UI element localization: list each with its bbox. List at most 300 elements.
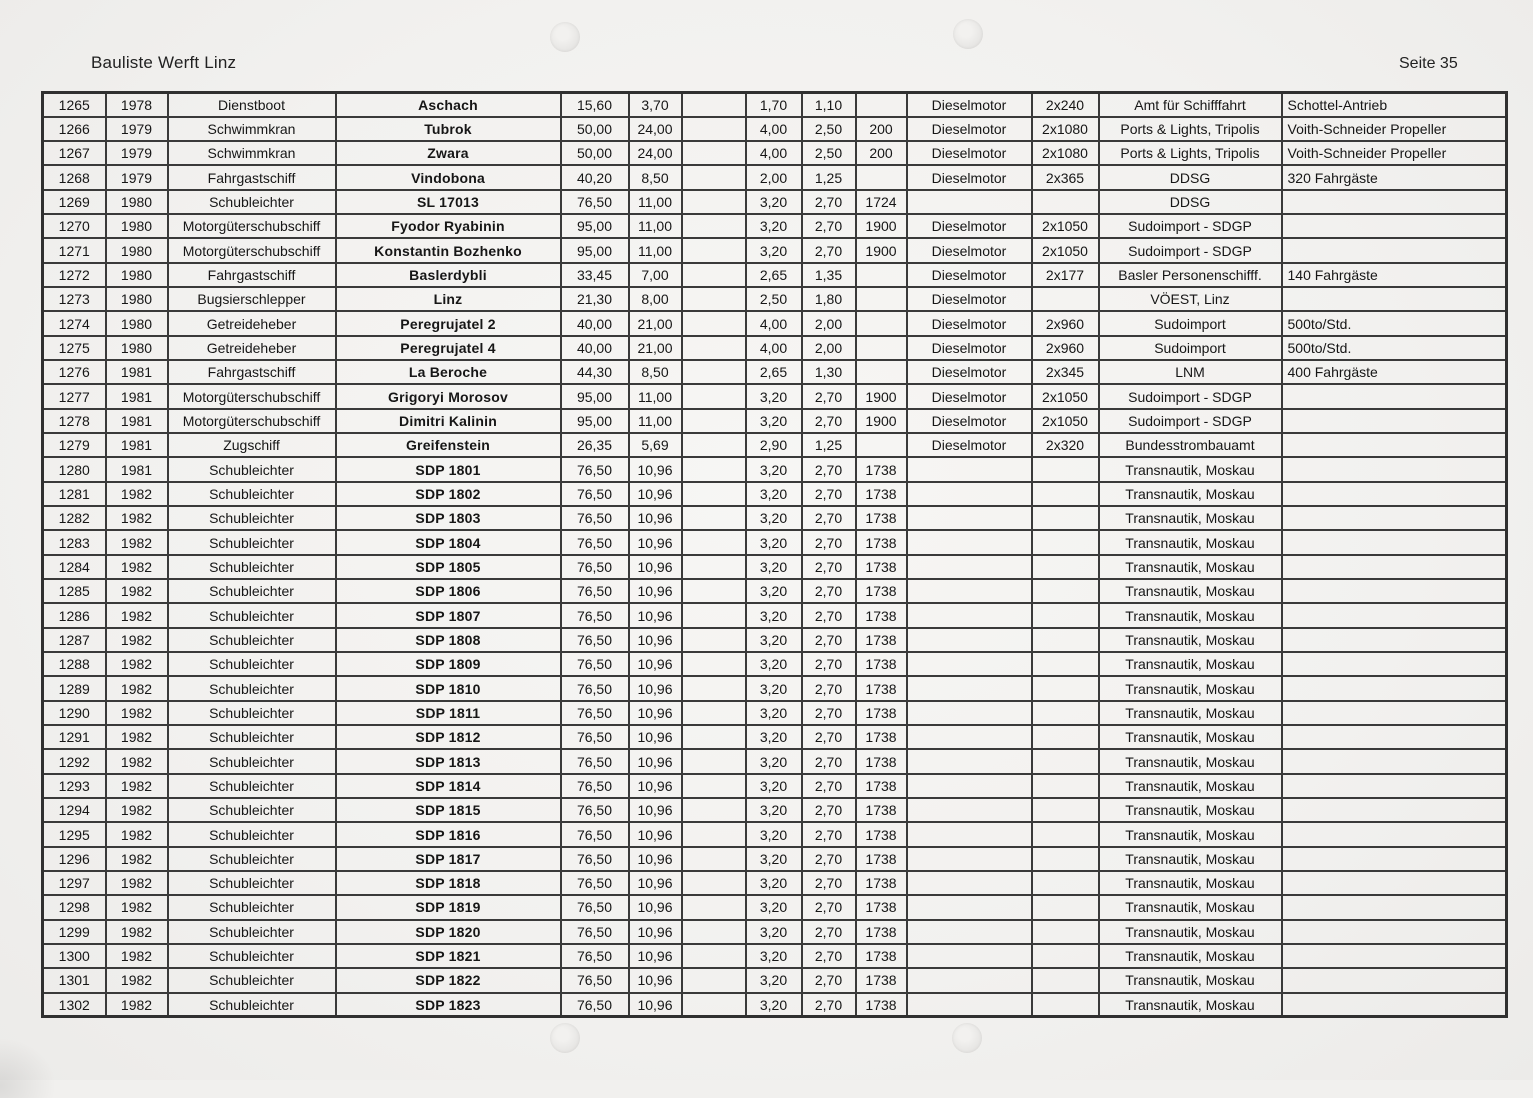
cell-remarks — [1282, 652, 1507, 676]
table-row — [43, 822, 1507, 846]
cell-engine: Dieselmotor — [907, 214, 1032, 238]
cell-build-number: 1269 — [43, 190, 106, 214]
cell-ship-name: Baslerdybli — [336, 263, 561, 287]
cell-tonnage: 1900 — [856, 409, 907, 433]
cell-height: 3,20 — [746, 603, 802, 627]
cell-length: 15,60 — [561, 93, 629, 117]
cell-owner: Transnautik, Moskau — [1099, 895, 1282, 919]
cell-ship-name: SL 17013 — [336, 190, 561, 214]
cell-remarks — [1282, 847, 1507, 871]
cell-build-number: 1271 — [43, 238, 106, 262]
cell-ship-name: Linz — [336, 287, 561, 311]
punch-hole-icon — [550, 1023, 580, 1053]
table-row — [43, 871, 1507, 895]
cell-ship-type: Schubleichter — [168, 652, 336, 676]
cell-ship-name: SDP 1808 — [336, 628, 561, 652]
cell-draught: 2,70 — [802, 968, 856, 992]
cell-draught: 2,70 — [802, 628, 856, 652]
cell-length: 76,50 — [561, 457, 629, 481]
cell-year: 1982 — [106, 798, 168, 822]
cell-ship-name: Zwara — [336, 141, 561, 165]
cell-remarks — [1282, 701, 1507, 725]
cell-tonnage: 1738 — [856, 847, 907, 871]
cell-engine — [907, 190, 1032, 214]
cell-ship-type: Schwimmkran — [168, 141, 336, 165]
cell-height: 3,20 — [746, 895, 802, 919]
cell-height: 2,50 — [746, 287, 802, 311]
table-row — [43, 676, 1507, 700]
cell-ship-type: Schubleichter — [168, 506, 336, 530]
cell-draught: 2,70 — [802, 238, 856, 262]
cell-build-number: 1288 — [43, 652, 106, 676]
cell-beam: 10,96 — [629, 920, 682, 944]
cell-power — [1032, 798, 1099, 822]
cell-ship-name: Grigoryi Morosov — [336, 384, 561, 408]
cell-owner: DDSG — [1099, 190, 1282, 214]
cell-ship-name: Peregrujatel 4 — [336, 336, 561, 360]
cell-spare — [682, 360, 746, 384]
cell-ship-type: Schubleichter — [168, 968, 336, 992]
cell-owner: Transnautik, Moskau — [1099, 847, 1282, 871]
cell-power — [1032, 457, 1099, 481]
cell-build-number: 1290 — [43, 701, 106, 725]
cell-tonnage: 1900 — [856, 238, 907, 262]
cell-draught: 2,70 — [802, 701, 856, 725]
cell-height: 3,20 — [746, 749, 802, 773]
cell-ship-name: Greifenstein — [336, 433, 561, 457]
cell-length: 76,50 — [561, 993, 629, 1017]
cell-year: 1982 — [106, 968, 168, 992]
cell-remarks: 140 Fahrgäste — [1282, 263, 1507, 287]
cell-height: 3,20 — [746, 190, 802, 214]
cell-engine — [907, 628, 1032, 652]
cell-draught: 2,50 — [802, 117, 856, 141]
cell-length: 50,00 — [561, 117, 629, 141]
cell-draught: 2,70 — [802, 847, 856, 871]
cell-ship-type: Schubleichter — [168, 701, 336, 725]
table-row — [43, 798, 1507, 822]
cell-power: 2x960 — [1032, 311, 1099, 335]
cell-ship-name: SDP 1809 — [336, 652, 561, 676]
cell-year: 1982 — [106, 725, 168, 749]
cell-length: 95,00 — [561, 238, 629, 262]
table-row — [43, 944, 1507, 968]
cell-length: 33,45 — [561, 263, 629, 287]
cell-length: 26,35 — [561, 433, 629, 457]
cell-spare — [682, 165, 746, 189]
cell-spare — [682, 141, 746, 165]
cell-year: 1980 — [106, 190, 168, 214]
cell-year: 1979 — [106, 117, 168, 141]
cell-spare — [682, 555, 746, 579]
cell-remarks — [1282, 482, 1507, 506]
cell-draught: 2,70 — [802, 555, 856, 579]
cell-year: 1982 — [106, 530, 168, 554]
cell-spare — [682, 676, 746, 700]
cell-length: 76,50 — [561, 676, 629, 700]
cell-remarks — [1282, 409, 1507, 433]
cell-tonnage: 1738 — [856, 555, 907, 579]
cell-length: 76,50 — [561, 822, 629, 846]
cell-year: 1982 — [106, 652, 168, 676]
cell-length: 50,00 — [561, 141, 629, 165]
cell-length: 40,00 — [561, 311, 629, 335]
cell-beam: 11,00 — [629, 214, 682, 238]
cell-draught: 2,70 — [802, 603, 856, 627]
cell-ship-name: Peregrujatel 2 — [336, 311, 561, 335]
cell-length: 76,50 — [561, 847, 629, 871]
cell-beam: 11,00 — [629, 190, 682, 214]
cell-year: 1982 — [106, 944, 168, 968]
table-row — [43, 93, 1507, 117]
cell-build-number: 1296 — [43, 847, 106, 871]
cell-ship-name: SDP 1814 — [336, 774, 561, 798]
cell-ship-type: Schwimmkran — [168, 117, 336, 141]
cell-power: 2x1050 — [1032, 384, 1099, 408]
cell-height: 3,20 — [746, 384, 802, 408]
cell-build-number: 1284 — [43, 555, 106, 579]
cell-height: 3,20 — [746, 482, 802, 506]
cell-spare — [682, 311, 746, 335]
cell-remarks — [1282, 749, 1507, 773]
cell-build-number: 1302 — [43, 993, 106, 1017]
cell-build-number: 1292 — [43, 749, 106, 773]
cell-remarks: Schottel-Antrieb — [1282, 93, 1507, 117]
cell-beam: 11,00 — [629, 238, 682, 262]
cell-beam: 10,96 — [629, 530, 682, 554]
cell-power — [1032, 652, 1099, 676]
cell-year: 1981 — [106, 433, 168, 457]
cell-length: 76,50 — [561, 628, 629, 652]
cell-ship-name: SDP 1802 — [336, 482, 561, 506]
cell-length: 76,50 — [561, 895, 629, 919]
cell-tonnage: 1738 — [856, 579, 907, 603]
cell-draught: 2,70 — [802, 457, 856, 481]
cell-ship-type: Motorgüterschubschiff — [168, 409, 336, 433]
cell-build-number: 1295 — [43, 822, 106, 846]
table-row — [43, 749, 1507, 773]
cell-ship-type: Fahrgastschiff — [168, 263, 336, 287]
cell-draught: 2,70 — [802, 944, 856, 968]
cell-height: 3,20 — [746, 944, 802, 968]
cell-power — [1032, 847, 1099, 871]
cell-tonnage: 1738 — [856, 603, 907, 627]
cell-owner: DDSG — [1099, 165, 1282, 189]
cell-owner: Ports & Lights, Tripolis — [1099, 117, 1282, 141]
cell-owner: Basler Personenschifff. — [1099, 263, 1282, 287]
cell-height: 3,20 — [746, 774, 802, 798]
cell-engine — [907, 701, 1032, 725]
table-row — [43, 433, 1507, 457]
cell-beam: 10,96 — [629, 701, 682, 725]
cell-beam: 11,00 — [629, 409, 682, 433]
cell-engine — [907, 798, 1032, 822]
cell-ship-type: Schubleichter — [168, 457, 336, 481]
cell-height: 3,20 — [746, 920, 802, 944]
cell-spare — [682, 701, 746, 725]
cell-tonnage: 1738 — [856, 749, 907, 773]
cell-remarks — [1282, 871, 1507, 895]
table-row — [43, 384, 1507, 408]
cell-height: 3,20 — [746, 993, 802, 1017]
cell-year: 1980 — [106, 287, 168, 311]
cell-height: 3,20 — [746, 214, 802, 238]
cell-beam: 10,96 — [629, 895, 682, 919]
cell-length: 76,50 — [561, 603, 629, 627]
cell-power: 2x240 — [1032, 93, 1099, 117]
cell-tonnage: 1738 — [856, 798, 907, 822]
cell-engine — [907, 895, 1032, 919]
cell-build-number: 1283 — [43, 530, 106, 554]
cell-remarks: 500to/Std. — [1282, 311, 1507, 335]
cell-ship-type: Motorgüterschubschiff — [168, 384, 336, 408]
table-row — [43, 311, 1507, 335]
cell-remarks — [1282, 628, 1507, 652]
cell-height: 3,20 — [746, 238, 802, 262]
cell-length: 95,00 — [561, 409, 629, 433]
cell-engine: Dieselmotor — [907, 409, 1032, 433]
cell-remarks — [1282, 676, 1507, 700]
cell-draught: 1,10 — [802, 93, 856, 117]
cell-remarks: Voith-Schneider Propeller — [1282, 141, 1507, 165]
cell-tonnage — [856, 263, 907, 287]
cell-height: 4,00 — [746, 117, 802, 141]
cell-owner: Transnautik, Moskau — [1099, 822, 1282, 846]
cell-year: 1980 — [106, 336, 168, 360]
cell-year: 1980 — [106, 214, 168, 238]
cell-year: 1982 — [106, 822, 168, 846]
cell-length: 21,30 — [561, 287, 629, 311]
table-row — [43, 287, 1507, 311]
cell-engine — [907, 725, 1032, 749]
cell-engine — [907, 457, 1032, 481]
cell-ship-name: SDP 1819 — [336, 895, 561, 919]
cell-ship-type: Dienstboot — [168, 93, 336, 117]
cell-tonnage — [856, 287, 907, 311]
table-row — [43, 263, 1507, 287]
cell-remarks — [1282, 822, 1507, 846]
cell-height: 3,20 — [746, 652, 802, 676]
cell-owner: Transnautik, Moskau — [1099, 603, 1282, 627]
cell-spare — [682, 263, 746, 287]
cell-beam: 7,00 — [629, 263, 682, 287]
cell-power: 2x345 — [1032, 360, 1099, 384]
table-row — [43, 238, 1507, 262]
cell-owner: Transnautik, Moskau — [1099, 457, 1282, 481]
cell-engine: Dieselmotor — [907, 311, 1032, 335]
cell-ship-name: SDP 1805 — [336, 555, 561, 579]
cell-ship-name: SDP 1812 — [336, 725, 561, 749]
cell-beam: 10,96 — [629, 628, 682, 652]
cell-build-number: 1291 — [43, 725, 106, 749]
cell-owner: Amt für Schifffahrt — [1099, 93, 1282, 117]
cell-engine — [907, 944, 1032, 968]
cell-ship-name: SDP 1801 — [336, 457, 561, 481]
cell-power — [1032, 603, 1099, 627]
cell-remarks: 320 Fahrgäste — [1282, 165, 1507, 189]
cell-build-number: 1301 — [43, 968, 106, 992]
cell-spare — [682, 603, 746, 627]
cell-ship-type: Fahrgastschiff — [168, 360, 336, 384]
cell-draught: 2,70 — [802, 871, 856, 895]
cell-tonnage: 1738 — [856, 822, 907, 846]
cell-ship-name: SDP 1807 — [336, 603, 561, 627]
cell-ship-name: SDP 1803 — [336, 506, 561, 530]
cell-owner: Transnautik, Moskau — [1099, 530, 1282, 554]
cell-spare — [682, 871, 746, 895]
table-row — [43, 457, 1507, 481]
cell-beam: 10,96 — [629, 579, 682, 603]
cell-height: 3,20 — [746, 676, 802, 700]
cell-draught: 2,70 — [802, 993, 856, 1017]
cell-tonnage — [856, 433, 907, 457]
cell-year: 1979 — [106, 141, 168, 165]
cell-draught: 2,70 — [802, 214, 856, 238]
cell-length: 76,50 — [561, 749, 629, 773]
cell-ship-name: Aschach — [336, 93, 561, 117]
cell-build-number: 1272 — [43, 263, 106, 287]
cell-length: 76,50 — [561, 506, 629, 530]
cell-length: 76,50 — [561, 190, 629, 214]
cell-owner: Transnautik, Moskau — [1099, 968, 1282, 992]
cell-spare — [682, 774, 746, 798]
cell-ship-name: Fyodor Ryabinin — [336, 214, 561, 238]
cell-year: 1982 — [106, 895, 168, 919]
cell-power — [1032, 482, 1099, 506]
cell-engine: Dieselmotor — [907, 238, 1032, 262]
cell-build-number: 1298 — [43, 895, 106, 919]
cell-draught: 2,70 — [802, 482, 856, 506]
cell-power — [1032, 725, 1099, 749]
cell-ship-name: SDP 1811 — [336, 701, 561, 725]
cell-engine: Dieselmotor — [907, 384, 1032, 408]
cell-build-number: 1274 — [43, 311, 106, 335]
cell-ship-type: Schubleichter — [168, 603, 336, 627]
cell-ship-type: Bugsierschlepper — [168, 287, 336, 311]
cell-draught: 2,70 — [802, 579, 856, 603]
cell-owner: Transnautik, Moskau — [1099, 628, 1282, 652]
cell-height: 3,20 — [746, 409, 802, 433]
table-row — [43, 190, 1507, 214]
cell-height: 3,20 — [746, 579, 802, 603]
cell-owner: Transnautik, Moskau — [1099, 944, 1282, 968]
cell-tonnage: 1738 — [856, 993, 907, 1017]
cell-height: 2,65 — [746, 360, 802, 384]
cell-power — [1032, 506, 1099, 530]
cell-power — [1032, 676, 1099, 700]
cell-tonnage: 1738 — [856, 701, 907, 725]
cell-year: 1978 — [106, 93, 168, 117]
cell-tonnage: 200 — [856, 141, 907, 165]
table-row — [43, 725, 1507, 749]
cell-year: 1982 — [106, 993, 168, 1017]
cell-year: 1982 — [106, 603, 168, 627]
cell-owner: Sudoimport — [1099, 336, 1282, 360]
table-row — [43, 336, 1507, 360]
cell-power — [1032, 749, 1099, 773]
cell-draught: 2,70 — [802, 822, 856, 846]
cell-ship-name: Vindobona — [336, 165, 561, 189]
document-title: Bauliste Werft Linz — [91, 53, 237, 72]
cell-beam: 8,50 — [629, 360, 682, 384]
cell-draught: 1,30 — [802, 360, 856, 384]
cell-length: 76,50 — [561, 652, 629, 676]
cell-remarks — [1282, 968, 1507, 992]
cell-remarks — [1282, 920, 1507, 944]
cell-power — [1032, 555, 1099, 579]
cell-build-number: 1294 — [43, 798, 106, 822]
cell-spare — [682, 798, 746, 822]
cell-year: 1980 — [106, 263, 168, 287]
cell-draught: 2,70 — [802, 676, 856, 700]
cell-owner: Transnautik, Moskau — [1099, 871, 1282, 895]
cell-beam: 10,96 — [629, 749, 682, 773]
cell-build-number: 1281 — [43, 482, 106, 506]
cell-draught: 2,70 — [802, 506, 856, 530]
cell-beam: 24,00 — [629, 117, 682, 141]
cell-length: 44,30 — [561, 360, 629, 384]
cell-spare — [682, 652, 746, 676]
table-row — [43, 214, 1507, 238]
cell-tonnage: 1738 — [856, 457, 907, 481]
cell-engine — [907, 676, 1032, 700]
cell-tonnage: 1738 — [856, 628, 907, 652]
cell-ship-type: Fahrgastschiff — [168, 165, 336, 189]
cell-ship-name: SDP 1810 — [336, 676, 561, 700]
cell-owner: Transnautik, Moskau — [1099, 482, 1282, 506]
cell-draught: 2,00 — [802, 336, 856, 360]
cell-tonnage: 1738 — [856, 895, 907, 919]
cell-remarks — [1282, 579, 1507, 603]
cell-remarks — [1282, 798, 1507, 822]
cell-build-number: 1278 — [43, 409, 106, 433]
cell-power: 2x1080 — [1032, 117, 1099, 141]
cell-beam: 10,96 — [629, 847, 682, 871]
cell-remarks — [1282, 384, 1507, 408]
cell-spare — [682, 968, 746, 992]
table-row — [43, 920, 1507, 944]
cell-length: 95,00 — [561, 384, 629, 408]
cell-ship-name: SDP 1804 — [336, 530, 561, 554]
cell-power — [1032, 190, 1099, 214]
cell-ship-name: SDP 1821 — [336, 944, 561, 968]
cell-ship-type: Getreideheber — [168, 311, 336, 335]
cell-length: 76,50 — [561, 725, 629, 749]
cell-year: 1982 — [106, 774, 168, 798]
punch-hole-icon — [550, 22, 580, 52]
cell-beam: 24,00 — [629, 141, 682, 165]
table-row — [43, 774, 1507, 798]
cell-ship-type: Schubleichter — [168, 847, 336, 871]
build-list-table — [41, 91, 1508, 1018]
cell-remarks — [1282, 433, 1507, 457]
cell-ship-type: Schubleichter — [168, 676, 336, 700]
cell-length: 76,50 — [561, 968, 629, 992]
cell-spare — [682, 238, 746, 262]
cell-ship-name: SDP 1817 — [336, 847, 561, 871]
cell-power: 2x1080 — [1032, 141, 1099, 165]
cell-build-number: 1273 — [43, 287, 106, 311]
cell-ship-type: Schubleichter — [168, 555, 336, 579]
cell-length: 40,20 — [561, 165, 629, 189]
cell-height: 3,20 — [746, 725, 802, 749]
cell-ship-type: Schubleichter — [168, 822, 336, 846]
cell-power: 2x177 — [1032, 263, 1099, 287]
cell-beam: 10,96 — [629, 968, 682, 992]
cell-remarks: Voith-Schneider Propeller — [1282, 117, 1507, 141]
cell-tonnage — [856, 165, 907, 189]
cell-build-number: 1268 — [43, 165, 106, 189]
